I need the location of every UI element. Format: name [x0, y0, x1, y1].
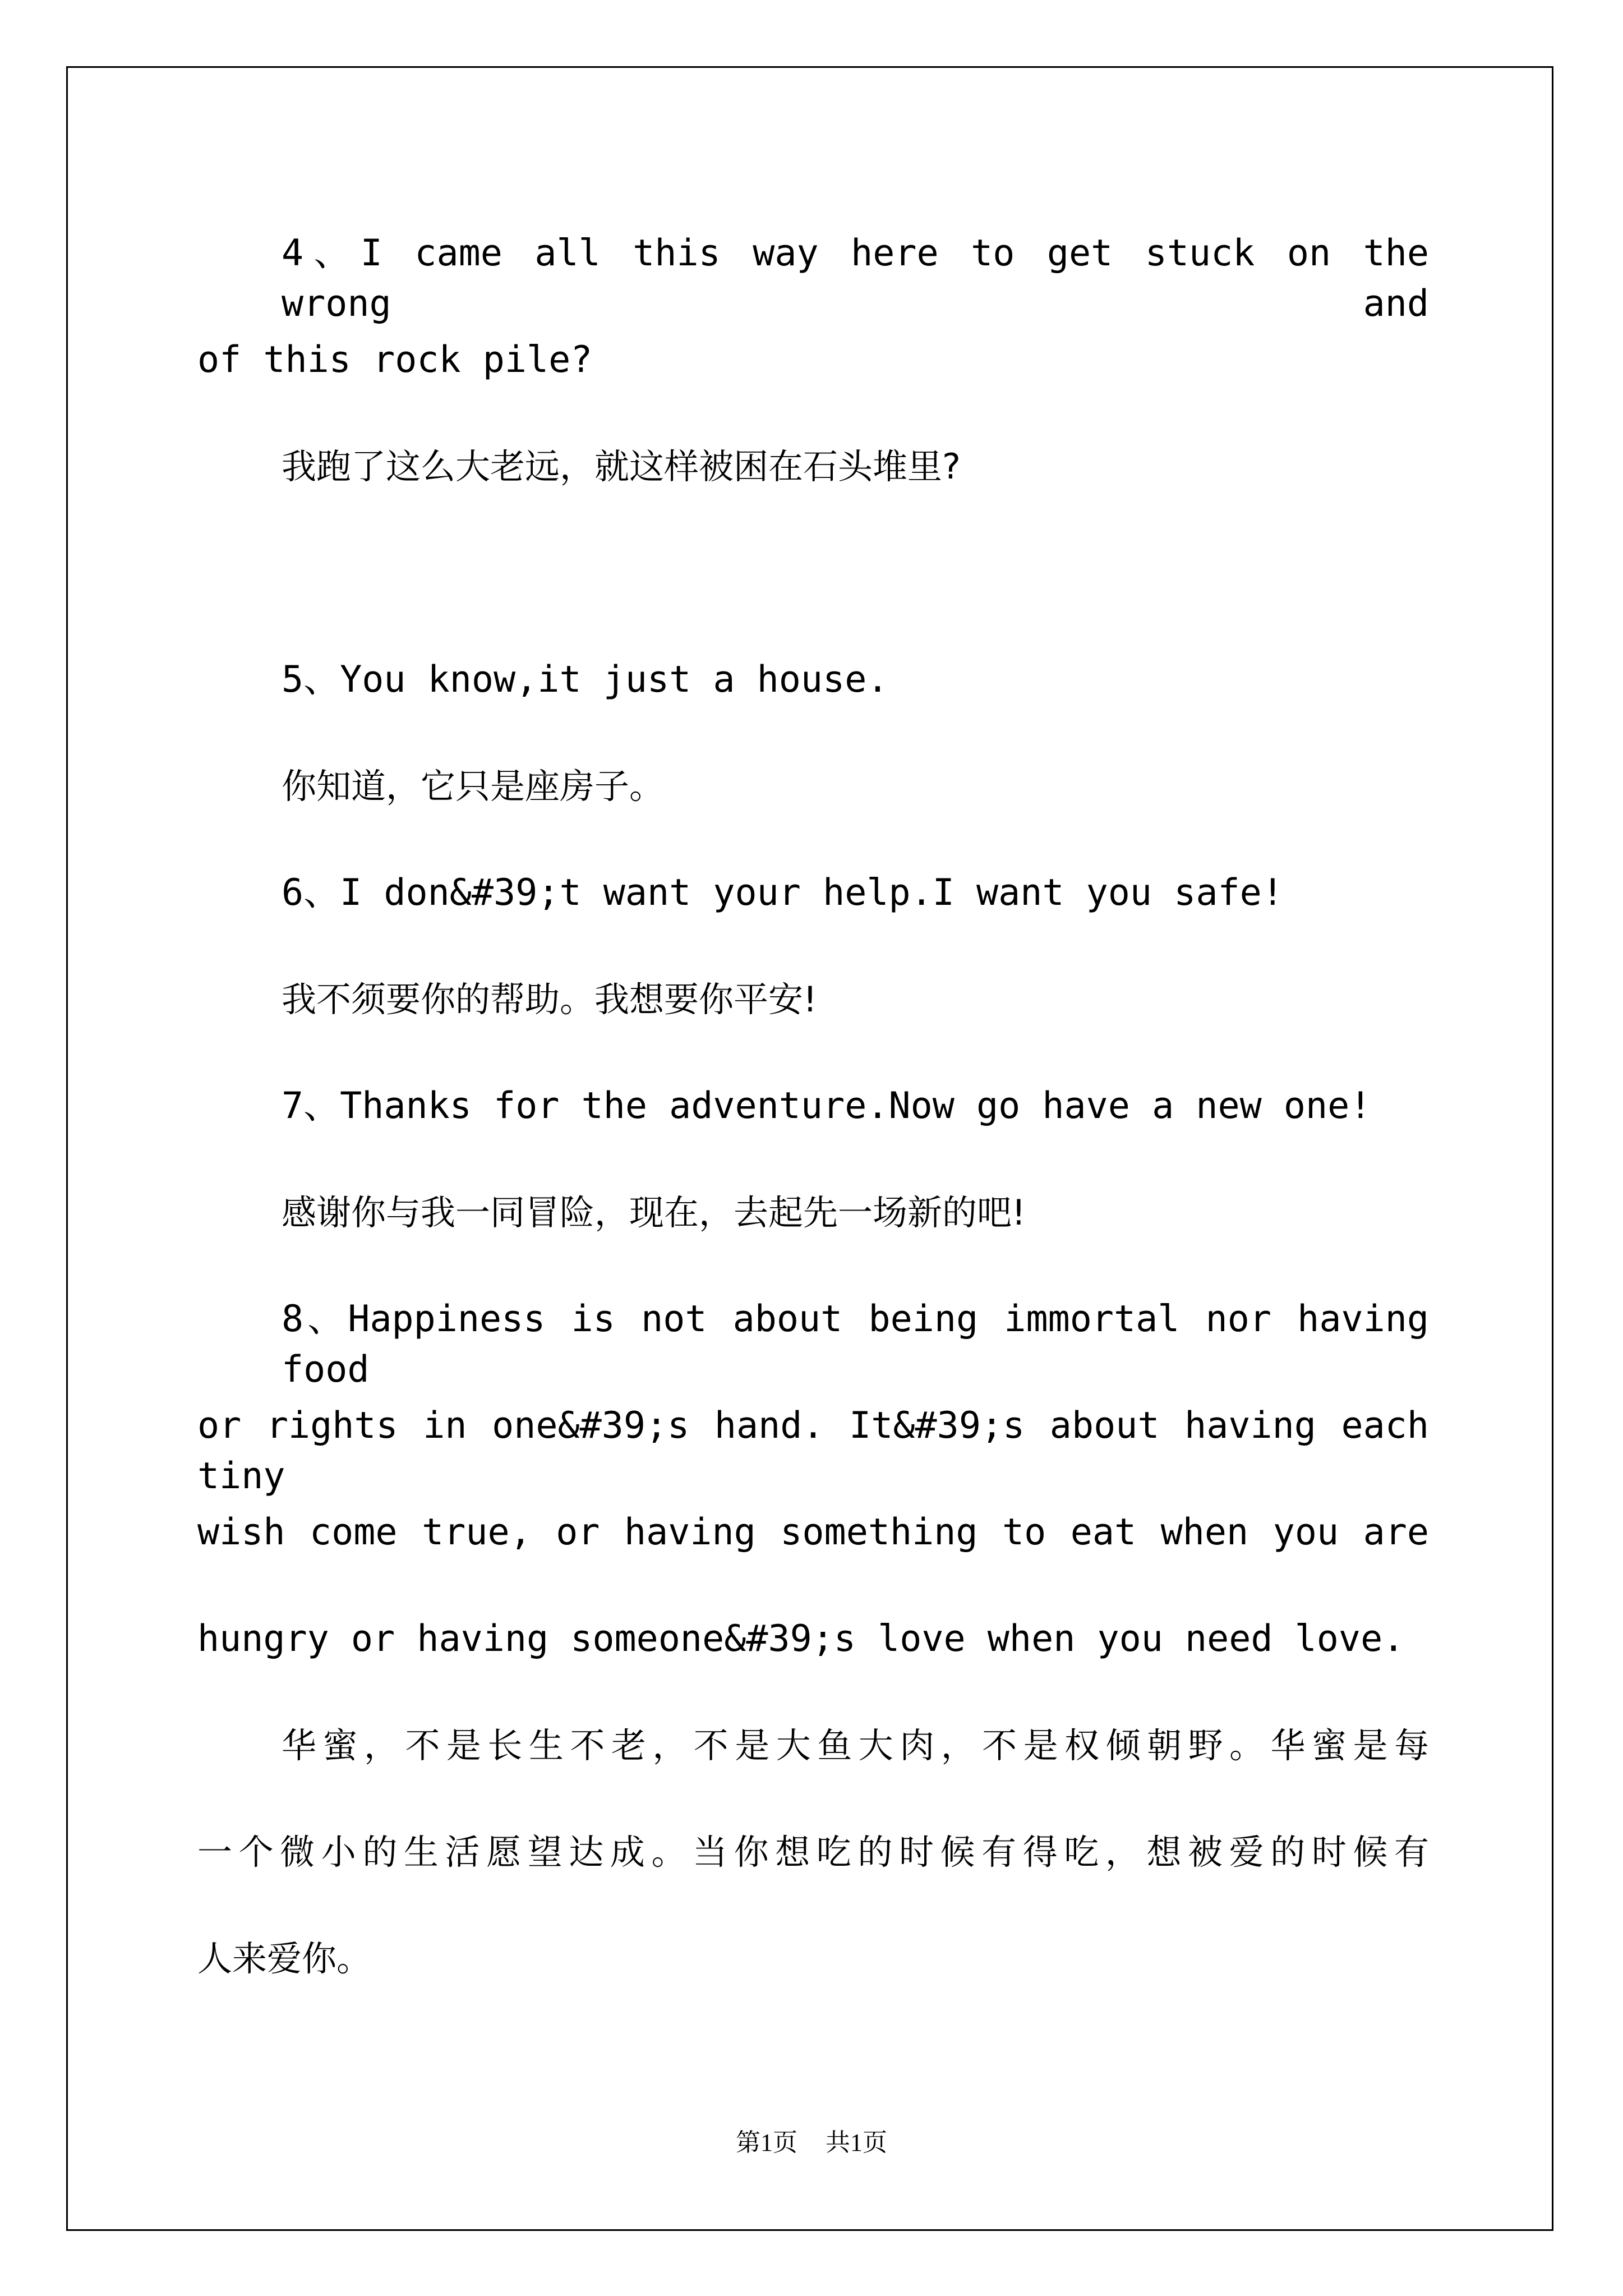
text-line: of this rock pile?: [197, 339, 593, 381]
page-footer: [0, 2126, 1623, 2160]
text-line: 人来爱你。: [197, 1938, 372, 1979]
text-line: or rights in one&#39;s hand. It&#39;s about having each tiny: [197, 1405, 1429, 1497]
text-line: 华蜜，不是长生不老，不是大鱼大肉，不是权倾朝野。华蜜是每: [282, 1725, 1429, 1766]
text-line: 我不须要你的帮助。我想要你平安!: [282, 979, 817, 1020]
text-line: hungry or having someone&#39;s love when you need love.: [197, 1618, 1405, 1660]
text-line: 感谢你与我一同冒险，现在，去起先一场新的吧!: [282, 1192, 1026, 1233]
page-total: 共1页: [826, 2129, 887, 2156]
text-line: 我跑了这么大老远，就这样被困在石头堆里?: [282, 446, 961, 487]
page-number: 第1页: [736, 2129, 797, 2156]
text-line: 7、Thanks for the adventure.Now go have a new one!: [282, 1085, 1372, 1127]
text-line: 5、You know,it just a house.: [282, 659, 889, 701]
text-line: wish come true, or having something to eat when you are: [197, 1511, 1429, 1553]
text-line: 你知道，它只是座房子。: [282, 766, 665, 807]
text-line: 6、I don&#39;t want your help.I want you safe!: [282, 872, 1284, 914]
text-line: 一个微小的生活愿望达成。当你想吃的时候有得吃，想被爱的时候有: [197, 1832, 1429, 1872]
page-border: [66, 66, 1553, 2231]
text-line: 8、Happiness is not about being immortal nor having food: [282, 1298, 1429, 1391]
text-line: 4、I came all this way here to get stuck on the wrong and: [282, 232, 1429, 325]
